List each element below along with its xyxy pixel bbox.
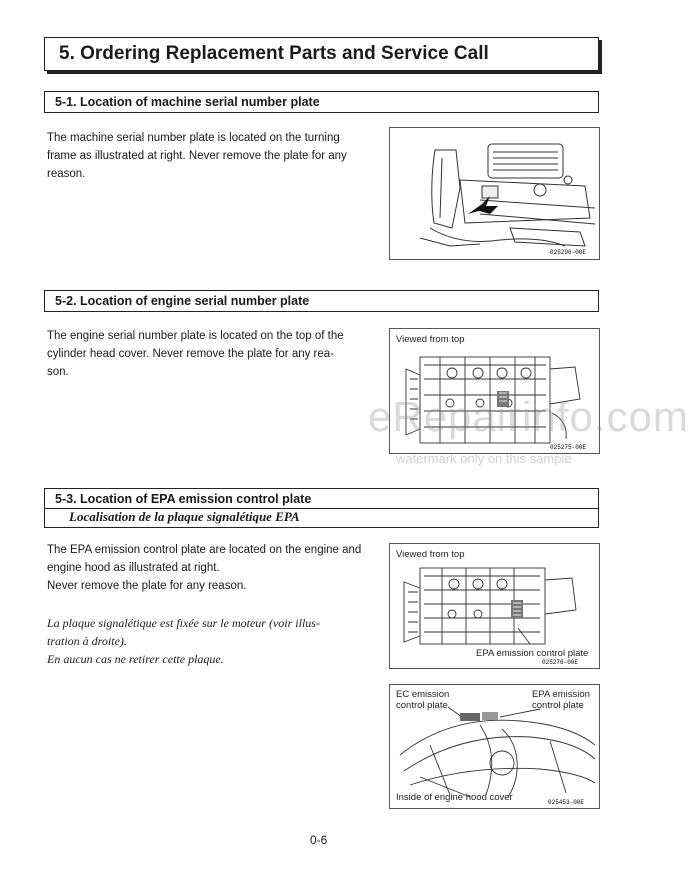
text-line: The machine serial number plate is located on the turning [47,132,340,144]
text-line-fr: La plaque signalétique est fixée sur le moteur (voir illus- [47,616,320,630]
section-heading-5-3 [44,488,599,528]
text-line-fr: En aucun cas ne retirer cette plaque. [47,652,224,666]
section-heading-5-1: 5-1. Location of machine serial number plate [44,91,599,113]
figure-code: 025453-00E [548,799,585,806]
machine-illustration [390,128,599,259]
text-line: frame as illustrated at right. Never remove the plate for any [47,150,347,162]
figure-caption: Viewed from top [396,334,465,345]
figure-caption: Viewed from top [396,549,465,560]
text-line: Never remove the plate for any reason. [47,580,247,592]
hood-cover-caption: Inside of engine hood cover [396,792,513,803]
page-number: 0-6 [310,833,328,847]
figure-code: 025276-00E [542,659,579,666]
hood-cover-illustration [390,685,599,808]
epa-plate-engine-figure [389,543,600,669]
label-line: EC emission [396,689,450,700]
figure-code: 025275-00E [550,444,587,451]
label-line: control plate [532,700,584,711]
figure-code: 025296-00E [550,249,587,256]
page-title: 5. Ordering Replacement Parts and Service Call [44,37,599,71]
text-line: son. [47,366,69,378]
section-5-1-text [47,129,367,183]
text-line: reason. [47,168,86,180]
watermark: eRepairinfo.com [368,393,689,440]
text-line: cylinder head cover. Never remove the plate for any rea- [47,348,335,360]
text-line: engine hood as illustrated at right. [47,562,220,574]
section-heading-5-3-fr: Localisation de la plaque signalétique EPA [45,508,598,525]
text-line: The engine serial number plate is located on the top of the [47,330,344,342]
epa-plate-label: EPA emission control plate [476,648,589,659]
section-heading-5-2: 5-2. Location of engine serial number plate [44,290,599,312]
machine-serial-plate-figure [389,127,600,260]
hood-cover-figure [389,684,600,809]
text-line: The EPA emission control plate are located on the engine and [47,544,362,556]
label-line: EPA emission [532,689,590,700]
label-line: control plate [396,700,448,711]
section-5-3-text-fr [47,614,377,668]
section-5-2-text [47,327,367,381]
text-line-fr: tration à droite). [47,634,127,648]
section-5-3-text [47,541,377,595]
section-heading-5-3-en: 5-3. Location of EPA emission control plate [55,492,312,506]
watermark-note: watermark only on this sample [396,451,572,466]
